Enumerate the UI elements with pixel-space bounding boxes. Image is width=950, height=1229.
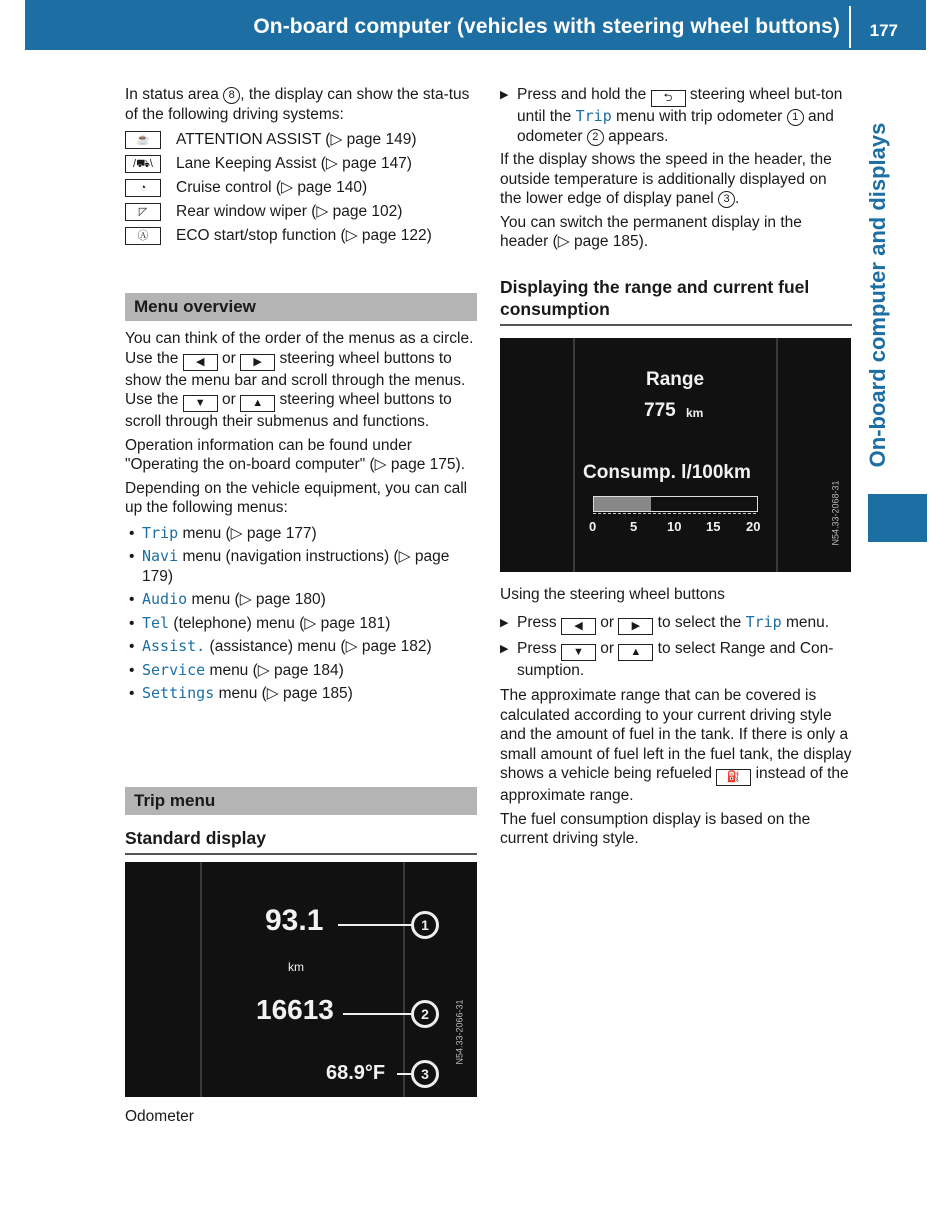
display-caption: Odometer [125, 1108, 194, 1125]
permanent-display-para: You can switch the permanent display in the header (▷ page 185). [500, 213, 802, 250]
display-frame-line [200, 862, 202, 1097]
step-text: Press [517, 613, 557, 631]
menu-name: Trip [575, 107, 612, 125]
menu-desc: menu (▷ page 180) [191, 591, 326, 608]
list-item [125, 614, 477, 634]
para-text: or [222, 391, 236, 408]
para-text: You can think of the order of the menus as a circle. Use the [125, 330, 474, 367]
system-label: ATTENTION ASSIST (▷ page 149) [176, 131, 417, 149]
system-row [125, 224, 477, 248]
menu-overview-heading: Menu overview [125, 293, 477, 321]
list-item [125, 547, 477, 586]
rear-wiper-icon: ◸ [125, 203, 161, 221]
consumption-explanation-para: The fuel consumption display is based on the current driving style. [500, 810, 811, 847]
back-button-icon: ⮌ [651, 90, 686, 107]
menu-overview-para-2: Operation information can be found under "Operating the on-board computer" (▷ page 175). [125, 436, 466, 473]
menu-name: Settings [142, 684, 215, 702]
step-text: menu with trip odometer [616, 108, 783, 125]
using-buttons-text: Using the steering wheel buttons [500, 586, 725, 603]
para-text: If the display shows the speed in the header, the outside temperature is additionally displayed on the lower edge of display panel [500, 151, 832, 207]
consumption-label: Consump. l/100km [583, 462, 751, 483]
consumption-bar [593, 496, 758, 512]
header-separator [849, 6, 851, 48]
tick-label: 15 [706, 519, 721, 534]
up-button-icon: ▲ [618, 644, 653, 661]
cruise-control-icon: ◔ [125, 179, 161, 197]
menu-desc: menu (▷ page 184) [209, 661, 344, 679]
step-text: or [600, 613, 615, 631]
callout-line [338, 924, 413, 926]
para-text: The approximate range that can be covered is calculated according to your current driving style and the amount of fuel in the tank. If there is only a small amount of fuel left in the fuel tank, the display shows a vehicle being refueled [500, 687, 852, 782]
callout-3-icon: 3 [718, 191, 735, 208]
page-number: 177 [869, 21, 898, 40]
list-item [125, 684, 477, 704]
step-text: steering wheel but-ton until the [517, 86, 843, 125]
refuel-vehicle-icon: ⛽ [716, 769, 751, 786]
display-frame-line [573, 338, 575, 572]
range-label: Range [646, 369, 705, 390]
range-unit: km [686, 406, 704, 420]
step-text: or [600, 639, 615, 657]
callout-1-icon: 1 [411, 911, 439, 939]
left-button-icon: ◀ [183, 354, 218, 371]
right-button-icon: ▶ [240, 354, 275, 371]
standard-display-image [125, 862, 477, 1097]
system-label: ECO start/stop function (▷ page 122) [176, 227, 432, 245]
side-tab [860, 100, 896, 490]
display-frame-line [403, 862, 405, 1097]
system-label: Cruise control (▷ page 140) [176, 179, 368, 197]
menu-desc: menu (▷ page 185) [218, 685, 353, 702]
outside-temperature: 68.9°F [326, 1062, 386, 1084]
range-heading: Displaying the range and current fuel consumption [500, 276, 852, 326]
tick-label: 20 [746, 519, 761, 534]
status-intro-text: In status area [125, 86, 219, 103]
system-row [125, 176, 477, 200]
step-text: and odometer [517, 108, 834, 145]
side-tab-label: On-board computer and displays [865, 122, 890, 468]
step-text: appears. [608, 127, 669, 145]
trip-odometer-value: 93.1 [265, 904, 324, 937]
system-row [125, 128, 477, 152]
menu-name: Audio [142, 590, 188, 608]
step-text: Press and hold the [517, 86, 647, 103]
callout-3-icon: 3 [411, 1060, 439, 1088]
step-text: menu. [786, 613, 830, 631]
step-text: Press [517, 639, 557, 657]
para-text: steering wheel buttons to scroll through their submenus and functions. [125, 391, 452, 430]
consumption-bar-fill [594, 497, 651, 511]
menu-overview-section [125, 293, 477, 708]
trip-unit: km [288, 960, 304, 974]
odometer-value: 16613 [256, 994, 334, 1025]
menu-name: Assist. [142, 637, 206, 655]
range-explanation-para [500, 686, 852, 806]
callout-2-icon: 2 [411, 1000, 439, 1028]
lane-keeping-icon: /⛟\ [125, 155, 161, 173]
tick-label: 10 [667, 519, 682, 534]
para-text: steering wheel buttons to show the menu bar and scroll through the menus. Use the [125, 349, 466, 408]
menus-list [125, 524, 477, 704]
image-code: N54.33-2068-31 [830, 480, 841, 546]
menu-name: Navi [142, 547, 179, 565]
instruction-step [500, 85, 852, 146]
tick-label: 0 [589, 519, 597, 534]
left-column [125, 85, 477, 248]
callout-2-icon: 2 [587, 129, 604, 146]
scale-line [593, 513, 756, 515]
para-text: . [735, 190, 740, 207]
list-item [125, 590, 477, 610]
tick-label: 5 [630, 519, 638, 534]
para-text: or [222, 349, 236, 367]
step-text: to select Range and Con-sumption. [517, 639, 834, 679]
right-button-icon: ▶ [618, 618, 653, 635]
eco-start-stop-icon: Ⓐ [125, 227, 161, 245]
menu-desc: menu (▷ page 177) [182, 524, 317, 542]
left-button-icon: ◀ [561, 618, 596, 635]
trip-menu-heading: Trip menu [125, 787, 477, 815]
status-intro-text-2: , the display can show the sta-tus of the following driving systems: [125, 86, 470, 123]
instruction-step [500, 639, 852, 681]
right-column-top [500, 85, 852, 326]
callout-line [343, 1013, 413, 1015]
menu-name: Tel [142, 613, 170, 632]
standard-display-heading: Standard display [125, 827, 477, 855]
trip-menu-section [125, 787, 477, 855]
system-label: Rear window wiper (▷ page 102) [176, 203, 403, 221]
list-item [125, 524, 477, 544]
range-display-image [500, 338, 851, 572]
page-header [25, 0, 926, 50]
system-row [125, 152, 477, 176]
menu-name: Trip [142, 523, 179, 542]
side-tab-marker [868, 494, 927, 542]
image-code: N54.33-2066-31 [454, 999, 465, 1065]
down-button-icon: ▼ [183, 395, 218, 412]
systems-list [125, 128, 477, 248]
display-frame-line [776, 338, 778, 572]
menu-name: Service [142, 660, 206, 679]
list-item [125, 661, 477, 681]
right-column-bottom [500, 585, 852, 853]
status-intro [125, 85, 477, 124]
down-button-icon: ▼ [561, 644, 596, 661]
menu-desc: (assistance) menu (▷ page 182) [209, 638, 432, 655]
menu-overview-para-1 [125, 329, 477, 432]
instruction-step [500, 613, 852, 635]
menu-desc: (telephone) menu (▷ page 181) [173, 614, 391, 632]
header-title: On-board computer (vehicles with steering wheel buttons) [253, 15, 840, 38]
range-value: 775 [644, 400, 676, 421]
up-button-icon: ▲ [240, 395, 275, 412]
header-speed-para [500, 150, 852, 209]
step-text: to select the [657, 613, 742, 631]
menu-name: Trip [745, 612, 782, 631]
system-label: Lane Keeping Assist (▷ page 147) [176, 155, 412, 173]
callout-1-icon: 1 [787, 109, 804, 126]
list-item [125, 637, 477, 657]
menu-overview-para-3: Depending on the vehicle equipment, you can call up the following menus: [125, 479, 468, 516]
system-row [125, 200, 477, 224]
para-text: instead of the approximate range. [500, 765, 849, 804]
attention-assist-icon: ☕ [125, 131, 161, 149]
menu-desc: menu (navigation instructions) (▷ page 179) [142, 548, 450, 585]
callout-8-icon: 8 [223, 87, 240, 104]
